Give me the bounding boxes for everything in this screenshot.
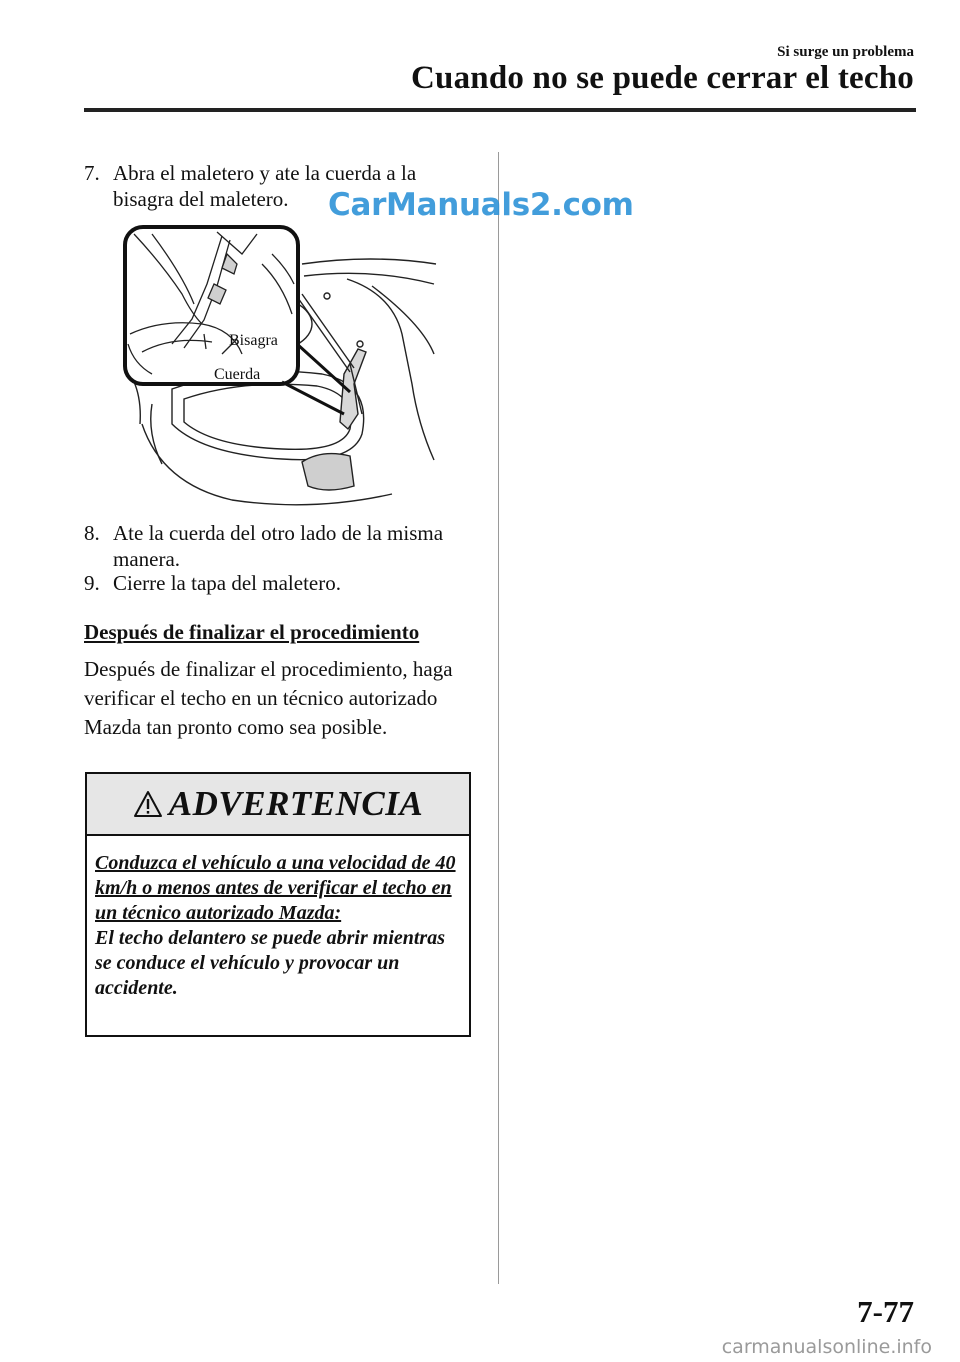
warning-header — [87, 774, 469, 836]
section-heading: Después de finalizar el procedimiento — [84, 620, 420, 644]
step-number: 9. — [84, 571, 100, 595]
step-text: Abra el maletero y ate la cuerda a la bisagra del maletero. — [113, 161, 417, 211]
warning-body — [87, 836, 469, 1001]
warning-title: ADVERTENCIA — [168, 784, 424, 823]
trunk-illustration — [122, 224, 440, 514]
step-text: Cierre la tapa del maletero. — [113, 571, 341, 595]
column-divider — [498, 152, 499, 1284]
section-label: Si surge un problema — [777, 44, 914, 60]
step-8 — [84, 520, 479, 572]
page-title: Cuando no se puede cerrar el techo — [411, 60, 914, 96]
section-paragraph: Después de finalizar el procedimiento, haga verificar el techo en un técnico autorizado Mazda tan pronto como sea posible. — [84, 657, 453, 739]
page-number: 7-77 — [857, 1294, 914, 1329]
footer-watermark: carmanualsonline.info — [721, 1336, 932, 1358]
step-9 — [84, 570, 479, 596]
step-number: 7. — [84, 161, 100, 185]
step-number: 8. — [84, 521, 100, 545]
warning-text: El techo delantero se puede abrir mientras se conduce el vehículo y provocar un accidente. — [95, 927, 445, 999]
label-bisagra: Bisagra — [229, 332, 278, 349]
warning-lead: Conduzca el vehículo a una velocidad de 40 km/h o menos antes de verificar el techo en un técnico autorizado Mazda: — [95, 852, 456, 924]
warning-box — [85, 772, 471, 1037]
header-rule — [84, 108, 916, 112]
step-text: Ate la cuerda del otro lado de la misma manera. — [113, 521, 444, 571]
warning-triangle-icon — [133, 790, 163, 818]
watermark: CarManuals2.com — [328, 187, 634, 223]
label-cuerda: Cuerda — [214, 366, 261, 383]
